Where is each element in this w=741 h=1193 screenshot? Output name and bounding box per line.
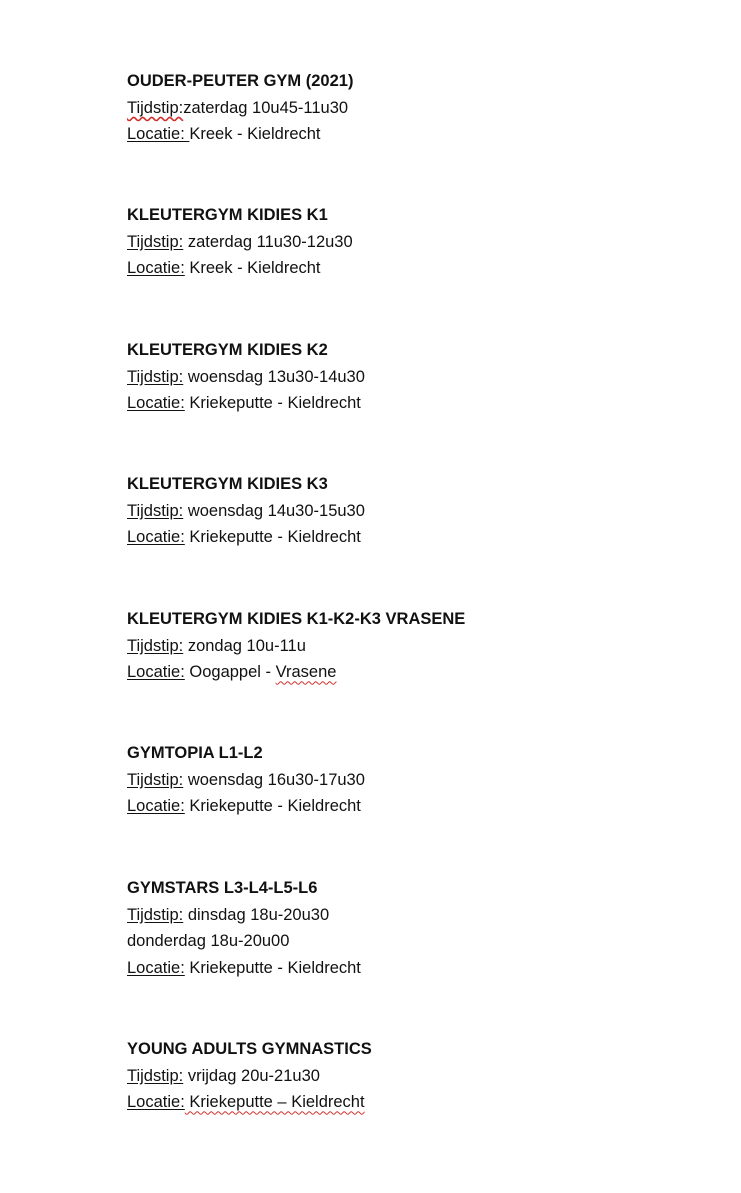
time-line (127, 229, 687, 256)
location-value: Kriekeputte – Kieldrecht (184, 1093, 365, 1112)
section-young-adults (127, 1036, 687, 1116)
section-title: KLEUTERGYM KIDIES K3 (127, 475, 328, 493)
time-value: dinsdag 18u-20u30 (183, 905, 330, 924)
section-kleutergym-k3 (127, 471, 687, 551)
time-value: vrijdag 20u-21u30 (183, 1066, 320, 1085)
location-value: Oogappel - (184, 663, 276, 682)
time-line (127, 767, 687, 794)
location-label: Locatie: (127, 125, 190, 144)
location-value: Kreek - Kieldrecht (189, 125, 321, 144)
section-title: GYMTOPIA L1-L2 (127, 744, 263, 762)
time-line (127, 633, 687, 660)
time-label: Tijdstip: (127, 98, 184, 117)
section-ouder-peuter-gym (127, 68, 687, 148)
time-value: zondag 10u-11u (183, 636, 306, 655)
location-label: Locatie: (127, 394, 185, 413)
location-line (127, 955, 687, 982)
section-title: OUDER-PEUTER GYM (2021) (127, 72, 354, 90)
location-line (127, 793, 687, 820)
section-title: KLEUTERGYM KIDIES K1-K2-K3 VRASENE (127, 610, 466, 628)
time-value: zaterdag 10u45-11u30 (183, 98, 349, 117)
location-label: Locatie: (127, 1093, 185, 1112)
location-place: Vrasene (275, 663, 337, 682)
time-line (127, 95, 687, 122)
location-value: Kreek - Kieldrecht (184, 259, 321, 278)
location-label: Locatie: (127, 259, 185, 278)
section-kleutergym-vrasene (127, 606, 687, 686)
section-kleutergym-k2 (127, 337, 687, 417)
location-value: Kriekeputte - Kieldrecht (184, 797, 361, 816)
location-value: Kriekeputte - Kieldrecht (184, 959, 361, 978)
location-line (127, 524, 687, 551)
time-value: woensdag 16u30-17u30 (183, 770, 365, 789)
time-value: woensdag 13u30-14u30 (183, 367, 365, 386)
time-label: Tijdstip: (127, 636, 184, 655)
time-label: Tijdstip: (127, 770, 184, 789)
section-kleutergym-k1 (127, 202, 687, 282)
time-extra-line: donderdag 18u-20u00 (127, 932, 290, 951)
time-line (127, 364, 687, 391)
time-label: Tijdstip: (127, 1066, 184, 1085)
location-line (127, 659, 687, 686)
location-line (127, 255, 687, 282)
location-value: Kriekeputte - Kieldrecht (184, 528, 361, 547)
location-line (127, 1089, 687, 1116)
location-label: Locatie: (127, 663, 185, 682)
section-title: GYMSTARS L3-L4-L5-L6 (127, 879, 318, 897)
location-line (127, 390, 687, 417)
time-label: Tijdstip: (127, 905, 184, 924)
time-value: woensdag 14u30-15u30 (183, 501, 365, 520)
location-line (127, 121, 687, 148)
location-value: Kriekeputte - Kieldrecht (184, 394, 361, 413)
time-value: zaterdag 11u30-12u30 (183, 232, 353, 251)
time-label: Tijdstip: (127, 501, 184, 520)
time-line (127, 498, 687, 525)
section-title: KLEUTERGYM KIDIES K2 (127, 341, 328, 359)
location-label: Locatie: (127, 959, 185, 978)
section-gymstars (127, 875, 687, 982)
location-label: Locatie: (127, 528, 185, 547)
time-line (127, 1063, 687, 1090)
location-label: Locatie: (127, 797, 185, 816)
time-label: Tijdstip: (127, 232, 184, 251)
section-title: KLEUTERGYM KIDIES K1 (127, 206, 328, 224)
time-line (127, 902, 687, 929)
time-label: Tijdstip: (127, 367, 184, 386)
section-gymtopia (127, 740, 687, 820)
section-title: YOUNG ADULTS GYMNASTICS (127, 1040, 372, 1058)
